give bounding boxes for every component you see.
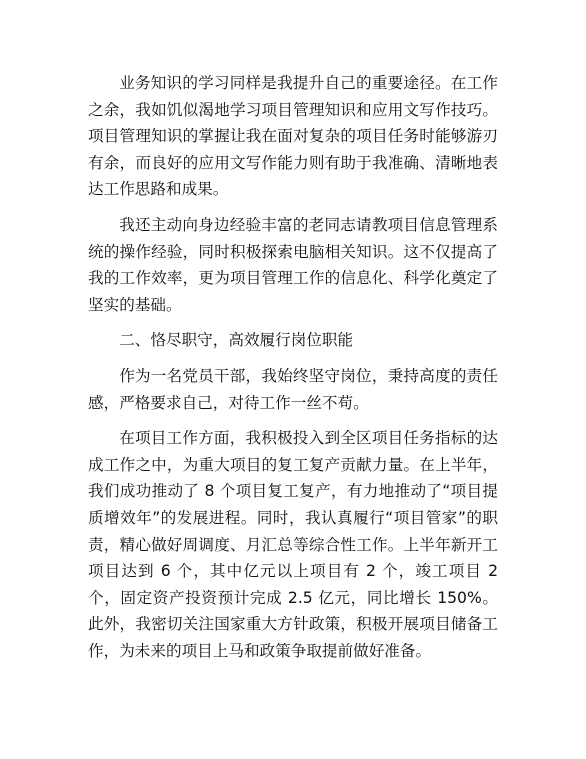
paragraph-project-work: 在项目工作方面，我积极投入到全区项目任务指标的达成工作之中，为重大项目的复工复产贡献力量。在上半年，我们成功推动了 8 个项目复工复产，有力地推动了“项目提质增效年”的发展进程。同时，我认真履行“项目管家”的职责，精心做好周调度、月汇总等综合性工作。上半年新开工项目达到 6 个，其中亿元以上项目有 2 个，竣工项目 2 个，固定资产投资预计完成 2.5 亿元，同比增长 150%。此外，我密切关注国家重大方针政策，积极开展项目储备工作，为未来的项目上马和政策争取提前做好准备。 [88, 429, 498, 660]
document-body [88, 70, 498, 673]
paragraph-consult-colleagues: 我还主动向身边经验丰富的老同志请教项目信息管理系统的操作经验，同时积极探索电脑相关知识。这不仅提高了我的工作效率，更为项目管理工作的信息化、科学化奠定了坚实的基础。 [88, 215, 498, 314]
paragraph-business-knowledge: 业务知识的学习同样是我提升自己的重要途径。在工作之余，我如饥似渴地学习项目管理知识和应用文写作技巧。项目管理知识的掌握让我在面对复杂的项目任务时能够游刃有余，而良好的应用文写作能力则有助于我准确、清晰地表达工作思路和成果。 [88, 74, 498, 199]
section-heading: 二、恪尽职守，高效履行岗位职能 [119, 331, 354, 350]
paragraph-party-member: 作为一名党员干部，我始终坚守岗位，秉持高度的责任感，严格要求自己，对待工作一丝不苟。 [88, 366, 498, 412]
